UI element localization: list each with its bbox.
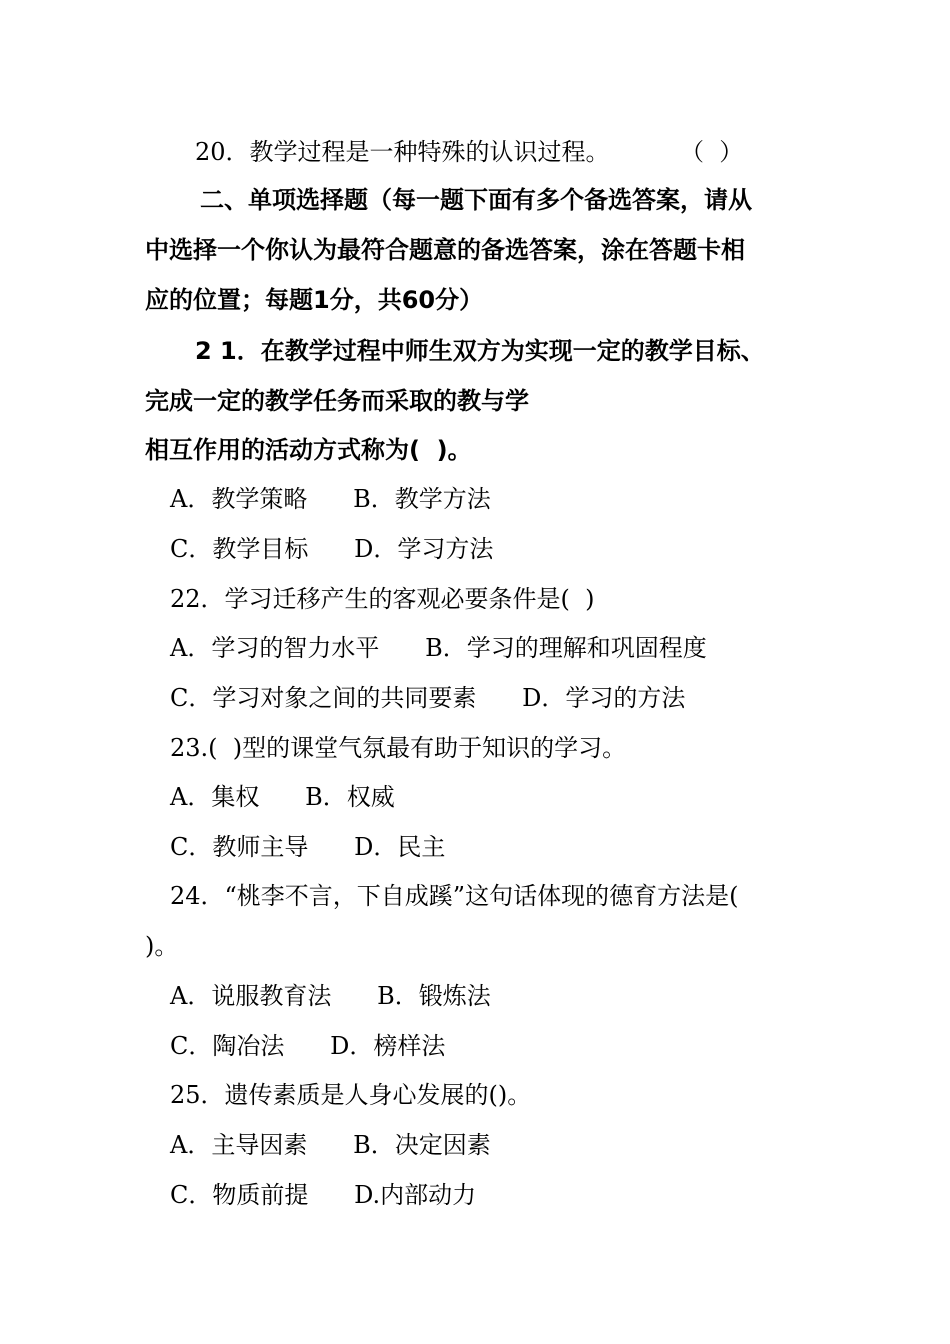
question-21-options-cd: C．教学目标 D．学习方法 — [170, 535, 494, 563]
section-heading-line-3: 应的位置；每题1分，共60分） — [145, 286, 484, 314]
question-24-stem-line-1: 24．“桃李不言，下自成蹊”这句话体现的德育方法是( — [170, 882, 739, 910]
question-21-stem-line-1: 2 1．在教学过程中师生双方为实现一定的教学目标、 — [195, 337, 765, 365]
question-22-options-ab: A．学习的智力水平 B．学习的理解和巩固程度 — [170, 634, 707, 662]
question-23-options-ab: A．集权 B．权威 — [170, 783, 395, 811]
question-24-options-ab: A．说服教育法 B．锻炼法 — [170, 982, 491, 1010]
question-24-stem-line-2: )。 — [145, 932, 179, 960]
question-25-stem: 25．遗传素质是人身心发展的()。 — [170, 1081, 532, 1109]
section-heading-line-1: 二、单项选择题（每一题下面有多个备选答案，请从 — [200, 186, 752, 214]
section-heading-line-2: 中选择一个你认为最符合题意的备选答案，涂在答题卡相 — [145, 236, 745, 264]
question-21-stem-line-2: 完成一定的教学任务而采取的教与学 — [145, 387, 529, 415]
question-20-stem: 20．教学过程是一种特殊的认识过程。 — [195, 138, 610, 166]
question-24-options-cd: C．陶冶法 D．榜样法 — [170, 1032, 446, 1060]
question-25-options-cd: C．物质前提 D.内部动力 — [170, 1181, 477, 1209]
question-22-options-cd: C．学习对象之间的共同要素 D．学习的方法 — [170, 684, 686, 712]
question-23-options-cd: C．教师主导 D．民主 — [170, 833, 446, 861]
question-20-answer-blank: （ ） — [680, 138, 744, 166]
question-21-stem-line-3: 相互作用的活动方式称为( )。 — [145, 436, 472, 464]
question-21-options-ab: A．教学策略 B．教学方法 — [170, 485, 491, 513]
question-22-stem: 22．学习迁移产生的客观必要条件是( ) — [170, 585, 595, 613]
question-25-options-ab: A．主导因素 B．决定因素 — [170, 1131, 491, 1159]
question-23-stem: 23.( )型的课堂气氛最有助于知识的学习。 — [170, 734, 627, 762]
